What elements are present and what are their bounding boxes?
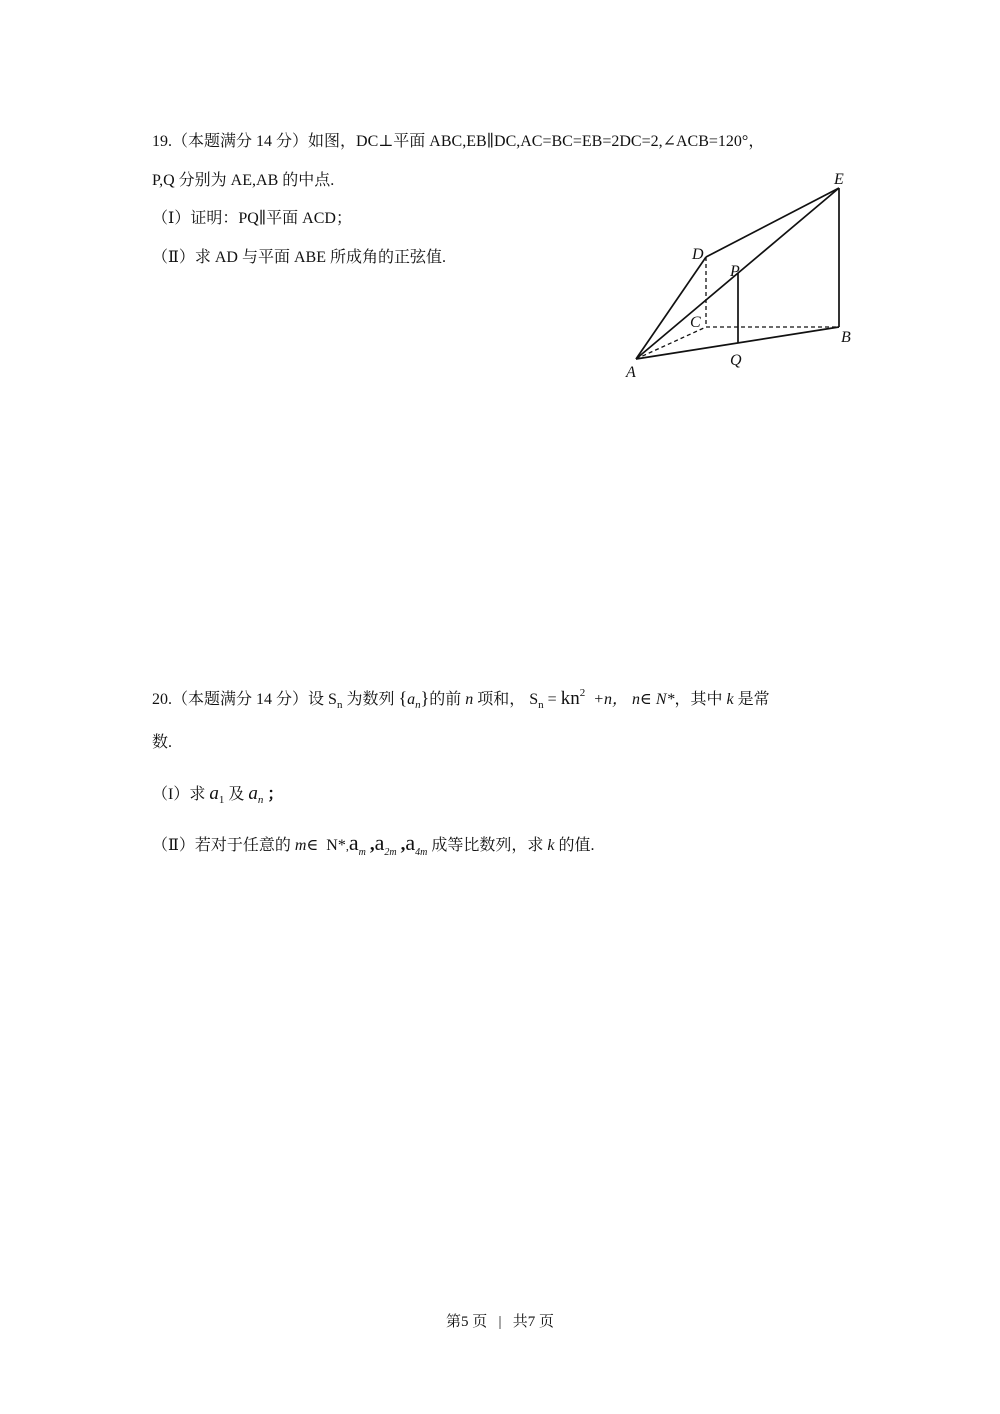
q20-comma: ,: [400, 834, 406, 855]
q20-text: 设: [308, 691, 325, 708]
q20-right-brace: }: [420, 688, 430, 708]
q20-part2-label: （Ⅱ）若对于任意的: [152, 837, 291, 854]
footer-page-number: 第5 页: [445, 1314, 488, 1330]
q20-a-symbol: a: [348, 830, 359, 855]
page-footer: [0, 1310, 1000, 1331]
q20-text: 成等比数列，求: [431, 837, 544, 854]
label-B: B: [841, 329, 851, 346]
edge-DE: [706, 188, 839, 257]
footer-total-pages: 共7 页: [512, 1314, 555, 1330]
q20-text: 的值.: [558, 837, 595, 854]
q19-part1: （Ⅰ）证明：PQ∥平面 ACD；: [152, 210, 352, 227]
q20-text: 的前: [429, 691, 462, 708]
label-Q: Q: [730, 352, 742, 369]
q20-part1-label: （I）求: [152, 786, 206, 803]
q20-and: 及: [228, 786, 245, 803]
footer-separator: |: [498, 1314, 502, 1330]
q20-a1-subscript: 1: [218, 794, 225, 806]
q20-comma: ,: [369, 834, 375, 855]
label-A: A: [626, 364, 636, 381]
geometry-figure: [618, 160, 863, 385]
q19-line-1: [152, 132, 764, 152]
q20-part2: [152, 831, 595, 858]
q20-points: （本题满分 14 分）: [172, 691, 309, 708]
q19-stem-a: 如图，DC⊥平面 ABC,EB∥DC,AC=BC=EB=2DC=2,∠ACB=120°，: [308, 133, 765, 150]
q20-text: 为数列: [346, 691, 395, 708]
q20-a-symbol: a: [248, 783, 258, 804]
q20-an-subscript: n: [257, 794, 264, 806]
q20-kn: kn: [560, 688, 580, 709]
q20-left-brace: {: [398, 688, 408, 708]
q20-semicolon: ；: [267, 786, 284, 803]
q20-exponent: 2: [579, 687, 586, 699]
label-P: P: [730, 263, 740, 280]
q20-am-subscript: m: [358, 847, 366, 858]
q20-a-subscript: n: [415, 699, 421, 711]
q20-comma-small: ,: [345, 839, 349, 853]
q20-a-symbol: a: [374, 830, 385, 855]
q20-text: 是常: [737, 691, 770, 708]
label-C: C: [690, 314, 701, 331]
q20-equals: =: [547, 691, 557, 708]
q20-a-symbol: a: [405, 830, 416, 855]
q20-k: k: [547, 837, 555, 854]
q20-m-in: m∈: [294, 837, 319, 854]
label-E: E: [834, 171, 844, 188]
q20-text: 项和，: [477, 691, 526, 708]
q19-part2: （Ⅱ）求 AD 与平面 ABE 所成角的正弦值.: [152, 249, 446, 266]
q20-N-star: N*: [655, 691, 675, 708]
q20-number: 20.: [152, 691, 172, 708]
q20-k: k: [726, 691, 734, 708]
q20-line-1: [152, 686, 770, 712]
q20-a4m-subscript: 4m: [415, 847, 428, 858]
q20-plus-n: +n，: [593, 691, 629, 708]
q20-a2m-subscript: 2m: [384, 847, 397, 858]
q19-number: 19.: [152, 133, 172, 150]
label-D: D: [692, 246, 704, 263]
q20-S-subscript: n: [538, 699, 544, 711]
q20-line-2: 数.: [152, 734, 173, 751]
q20-S-symbol: S: [328, 691, 337, 708]
q20-a-symbol: a: [209, 783, 219, 804]
q20-N-star: N*: [326, 837, 346, 854]
q19-points: （本题满分 14 分）: [172, 133, 309, 150]
q20-a-symbol: a: [407, 691, 416, 708]
q20-S-symbol: S: [529, 691, 539, 708]
q19-line-2: P,Q 分别为 AE,AB 的中点.: [152, 172, 335, 189]
q20-part1: [152, 782, 283, 807]
q20-text: ，其中: [674, 691, 723, 708]
q20-n: n: [465, 691, 474, 708]
q20-n-in: n∈: [632, 691, 652, 708]
q20-S-subscript: n: [336, 699, 343, 711]
